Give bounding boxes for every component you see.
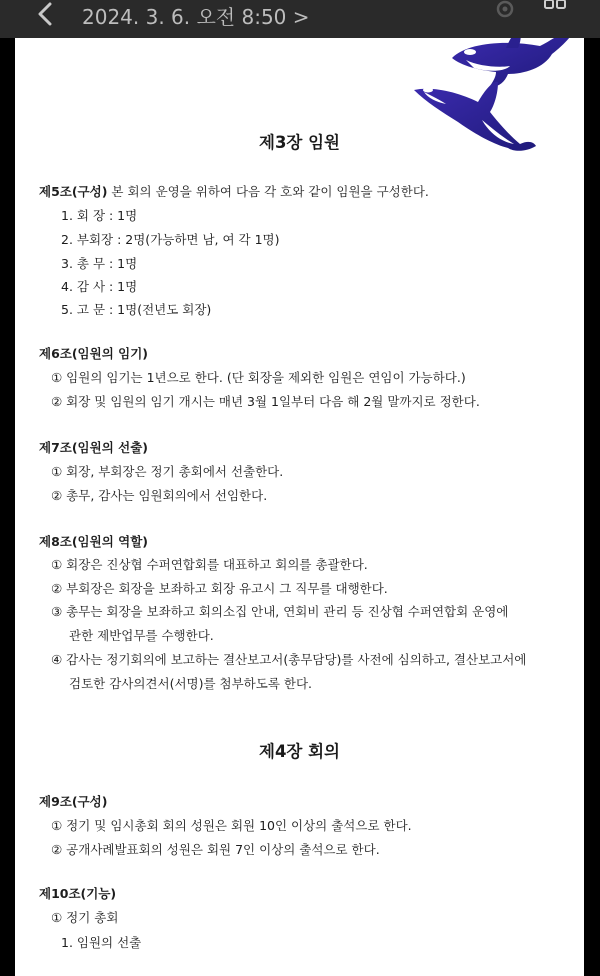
article-5-heading: 제5조(구성)	[39, 184, 108, 199]
list-item: 1. 회 장 : 1명	[61, 208, 138, 223]
grid-view-icon	[540, 0, 570, 30]
chapter-3-title: 제3장 임원	[259, 133, 340, 152]
list-item-continuation: 검토한 감사의견서(서명)를 첨부하도록 한다.	[69, 676, 312, 691]
list-item: ① 회장은 진상협 수퍼연합회를 대표하고 회의를 총괄한다.	[51, 557, 368, 572]
list-item: ① 정기 총회	[51, 910, 119, 925]
article-8-heading: 제8조(임원의 역할)	[39, 534, 149, 549]
list-item-continuation: 관한 제반업무를 수행한다.	[69, 628, 214, 643]
article-6-heading: 제6조(임원의 임기)	[39, 346, 149, 361]
chevron-left-icon	[33, 2, 59, 28]
list-item: ② 총무, 감사는 임원회의에서 선임한다.	[51, 488, 268, 503]
article-5-text: 본 회의 운영을 위하여 다음 각 호와 같이 임원을 구성한다.	[107, 184, 429, 199]
list-item: ③ 총무는 회장을 보좌하고 회의소집 안내, 연회비 관리 등 진상협 수퍼연합회 운영에	[51, 604, 509, 619]
list-item: 1. 임원의 선출	[61, 935, 142, 950]
list-item: ② 공개사례발표회의 성원은 회원 7인 이상의 출석으로 한다.	[51, 842, 380, 857]
article-5	[39, 183, 429, 201]
more-menu-icon	[490, 0, 520, 30]
message-datetime-link[interactable]: 2024. 3. 6. 오전 8:50 >	[82, 5, 310, 29]
list-item: ① 임원의 임기는 1년으로 한다. (단 회장을 제외한 임원은 연임이 가능하다.)	[51, 370, 466, 385]
list-item: 4. 감 사 : 1명	[61, 279, 138, 294]
chapter-4-title: 제4장 회의	[259, 742, 340, 761]
article-7-heading: 제7조(임원의 선출)	[39, 440, 149, 455]
list-item: 3. 총 무 : 1명	[61, 256, 138, 271]
list-item: ② 회장 및 임원의 임기 개시는 매년 3월 1일부터 다음 해 2월 말까지로 정한다.	[51, 394, 480, 409]
list-item: ① 회장, 부회장은 정기 총회에서 선출한다.	[51, 464, 284, 479]
list-item: 2. 부회장 : 2명(가능하면 남, 여 각 1명)	[61, 232, 280, 247]
viewer-top-bar	[0, 0, 600, 38]
article-9-heading: 제9조(구성)	[39, 794, 108, 809]
document-page	[15, 38, 584, 976]
list-item: ① 정기 및 임시총회 회의 성원은 회원 10인 이상의 출석으로 한다.	[51, 818, 412, 833]
article-10-heading: 제10조(기능)	[39, 886, 117, 901]
back-button[interactable]	[26, 0, 66, 30]
list-item: 5. 고 문 : 1명(전년도 회장)	[61, 302, 212, 317]
grid-view-button[interactable]	[540, 0, 570, 30]
more-menu-button[interactable]	[490, 0, 520, 30]
list-item: ② 부회장은 회장을 보좌하고 회장 유고시 그 직무를 대행한다.	[51, 581, 388, 596]
list-item: ④ 감사는 정기회의에 보고하는 결산보고서(총무담당)를 사전에 심의하고, 결산보고서에	[51, 652, 527, 667]
